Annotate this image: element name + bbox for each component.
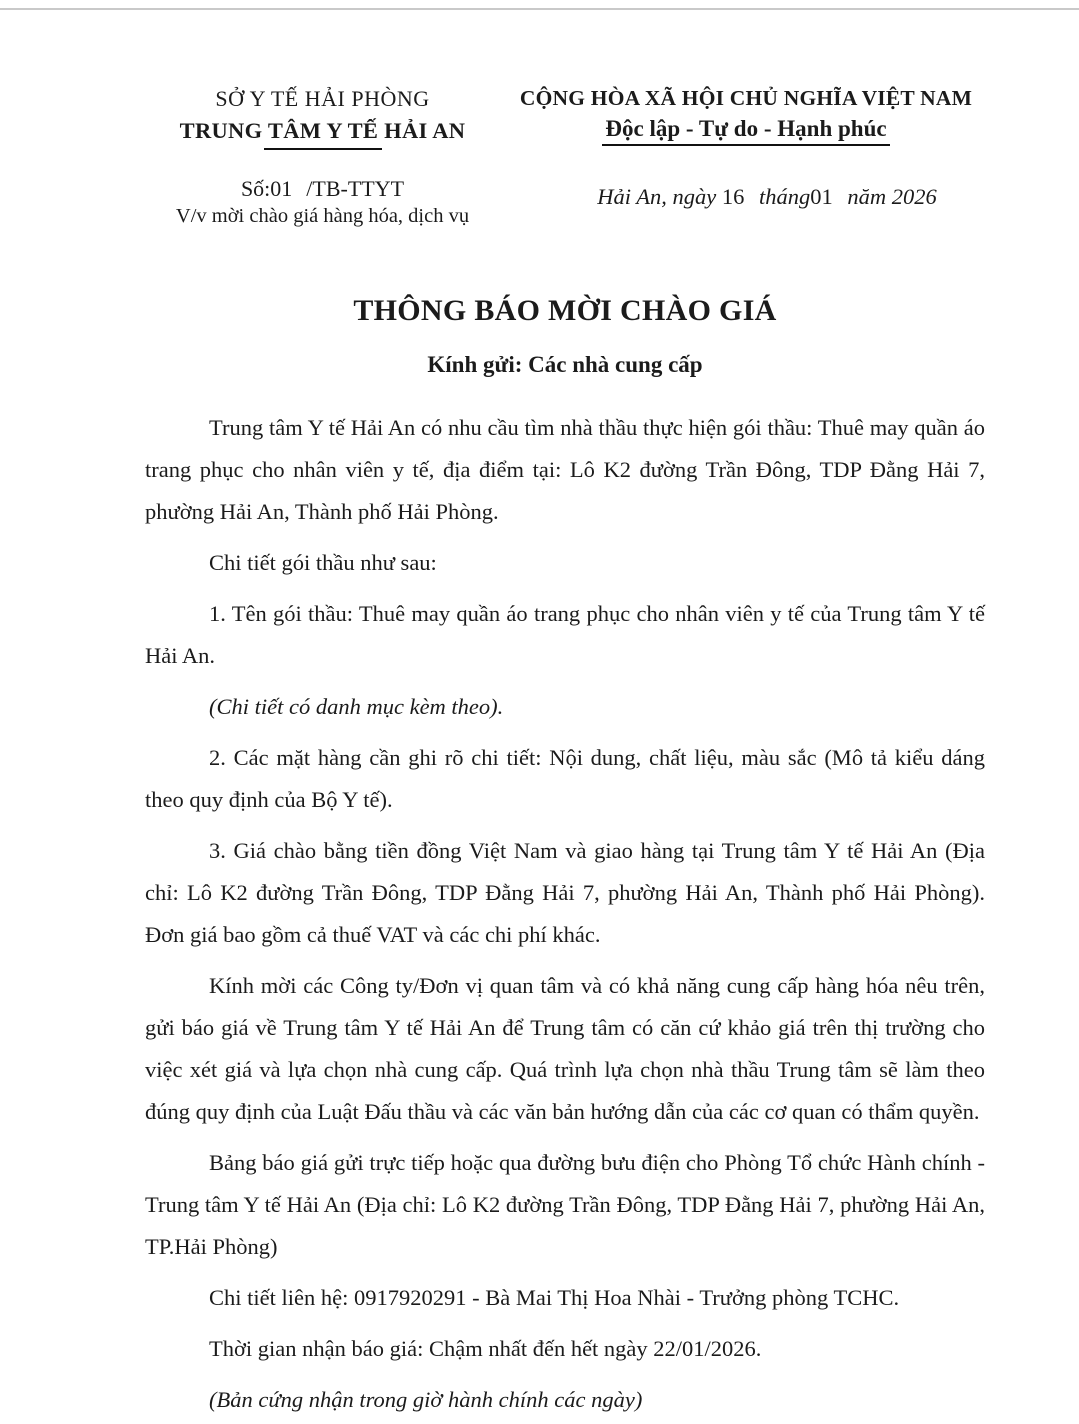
date-day: 16 bbox=[721, 184, 745, 209]
document-number-prefix: Số: bbox=[240, 176, 271, 201]
date-place-label: Hải An, ngày bbox=[597, 184, 717, 209]
national-motto-block bbox=[507, 86, 985, 228]
motto-wrap bbox=[507, 116, 985, 146]
paragraph-item-2: 2. Các mặt hàng cần ghi rõ chi tiết: Nội dung, chất liệu, màu sắc (Mô tả kiểu dáng theo quy định của Bộ Y tế). bbox=[145, 745, 985, 812]
paragraph-submission: Bảng báo giá gửi trực tiếp hoặc qua đường bưu điện cho Phòng Tổ chức Hành chính - Trung tâm Y tế Hải An (Địa chỉ: Lô K2 đường Trần Đông, TDP Đằng Hải 7, phường Hải An, TP.Hải Phòng) bbox=[145, 1150, 985, 1259]
document-number bbox=[145, 176, 500, 202]
date-month: 01 bbox=[810, 184, 833, 209]
date-line bbox=[549, 184, 985, 210]
date-year-label: năm bbox=[847, 184, 887, 209]
national-motto: Độc lập - Tự do - Hạnh phúc bbox=[602, 116, 889, 146]
paragraph-contact: Chi tiết liên hệ: 0917920291 - Bà Mai Thị Hoa Nhài - Trưởng phòng TCHC. bbox=[209, 1285, 900, 1310]
paragraph-detail-lead: Chi tiết gói thầu như sau: bbox=[209, 550, 437, 575]
scan-artifact-line bbox=[0, 8, 1079, 10]
issuing-org-block bbox=[145, 86, 500, 228]
paragraph-intro: Trung tâm Y tế Hải An có nhu cầu tìm nhà thầu thực hiện gói thầu: Thuê may quần áo trang phục cho nhân viên y tế, địa điểm tại: Lô K2 đường Trần Đông, TDP Đằng Hải 7, phường Hải An, Thành phố Hải Phòng. bbox=[145, 415, 985, 524]
org-name: TRUNG TÂM Y TẾ HẢI AN bbox=[179, 118, 466, 143]
document-number-suffix: /TB-TTYT bbox=[306, 176, 405, 201]
document-title: THÔNG BÁO MỜI CHÀO GIÁ bbox=[353, 294, 777, 327]
document-subject: V/v mời chào giá hàng hóa, dịch vụ bbox=[175, 205, 470, 227]
paragraph-deadline: Thời gian nhận báo giá: Chậm nhất đến hết ngày 22/01/2026. bbox=[209, 1336, 762, 1361]
date-year: 2026 bbox=[891, 184, 937, 209]
national-title: CỘNG HÒA XÃ HỘI CHỦ NGHĨA VIỆT NAM bbox=[519, 86, 973, 110]
paragraph-item-1: 1. Tên gói thầu: Thuê may quần áo trang phục cho nhân viên y tế của Trung tâm Y tế Hải An. bbox=[145, 601, 985, 668]
parent-org-name: SỞ Y TẾ HẢI PHÒNG bbox=[215, 86, 430, 111]
paragraph-item-3: 3. Giá chào bằng tiền đồng Việt Nam và giao hàng tại Trung tâm Y tế Hải An (Địa chỉ: Lô K2 đường Trần Đông, TDP Đằng Hải 7, phường Hải An, Thành phố Hải Phòng). Đơn giá bao gồm cả thuế VAT và các chi phí khác. bbox=[145, 838, 985, 947]
org-name-underline bbox=[264, 148, 382, 150]
salutation: Kính gửi: Các nhà cung cấp bbox=[427, 352, 703, 377]
document-number-value: 01 bbox=[270, 176, 293, 201]
document-body bbox=[145, 407, 985, 1421]
paragraph-invitation: Kính mời các Công ty/Đơn vị quan tâm và có khả năng cung cấp hàng hóa nêu trên, gửi báo giá về Trung tâm Y tế Hải An để Trung tâm có căn cứ khảo giá trên thị trường cho việc xét giá và lựa chọn nhà cung cấp. Quá trình lựa chọn nhà thầu Trung tâm sẽ làm theo đúng quy định của Luật Đấu thầu và các văn bản hướng dẫn của các cơ quan có thẩm quyền. bbox=[145, 973, 985, 1124]
document-header bbox=[145, 86, 985, 228]
date-month-label: tháng bbox=[758, 184, 811, 209]
paragraph-attachment-note: (Chi tiết có danh mục kèm theo). bbox=[209, 694, 504, 719]
paragraph-hardcopy-note: (Bản cứng nhận trong giờ hành chính các ngày) bbox=[209, 1387, 643, 1412]
